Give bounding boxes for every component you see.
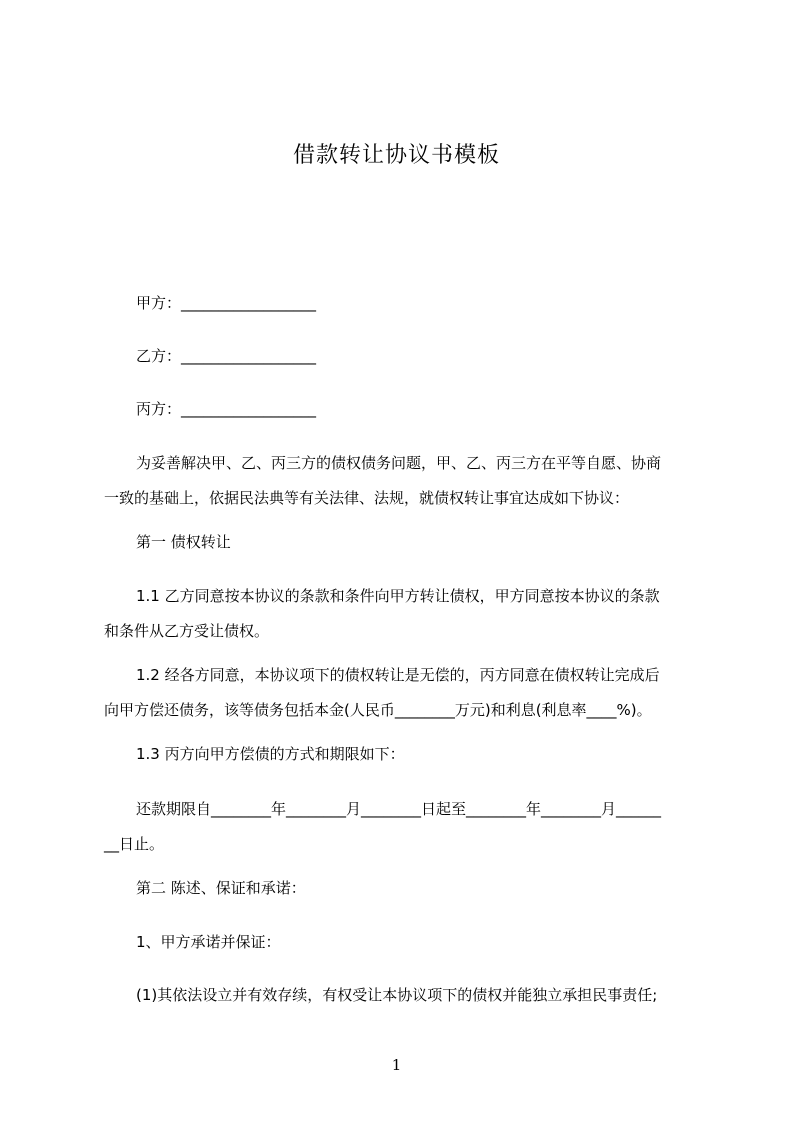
party-b-line: 乙方：__________________ <box>136 347 317 365</box>
document-title: 借款转让协议书模板 <box>292 143 500 168</box>
clause-1-2: 1.2 经各方同意，本协议项下的债权转让是无偿的，丙方同意在债权转让完成后 向甲方偿还债务，该等债务包括本金(人民币________万元)和利息(利息率____%)。 <box>104 666 660 719</box>
page-number: 1 <box>391 1056 402 1074</box>
clause-1-1: 1.1 乙方同意按本协议的条款和条件向甲方转让债权，甲方同意按本协议的条款 和条件从乙方受让债权。 <box>104 587 660 640</box>
section-1-heading: 第一 债权转让 <box>136 533 231 551</box>
clause-1-3: 1.3 丙方向甲方偿债的方式和期限如下： <box>136 745 405 763</box>
item-1-heading: 1、甲方承诺并保证： <box>136 933 281 951</box>
section-2-heading: 第二 陈述、保证和承诺： <box>136 879 306 897</box>
repayment-period: 还款期限自________年________月________日起至________年________月______ __日止。 <box>104 800 662 853</box>
item-1-1-text: (1)其依法设立并有效存续，有权受让本协议项下的债权并能独立承担民事责任; <box>136 986 658 1004</box>
preamble-paragraph: 为妥善解决甲、乙、丙三方的债权债务问题，甲、乙、丙三方在平等自愿、协商 一致的基础上，依据民法典等有关法律、法规，就债权转让事宜达成如下协议： <box>104 454 662 507</box>
party-a-line: 甲方：__________________ <box>136 294 317 312</box>
party-c-line: 丙方：__________________ <box>136 400 317 418</box>
